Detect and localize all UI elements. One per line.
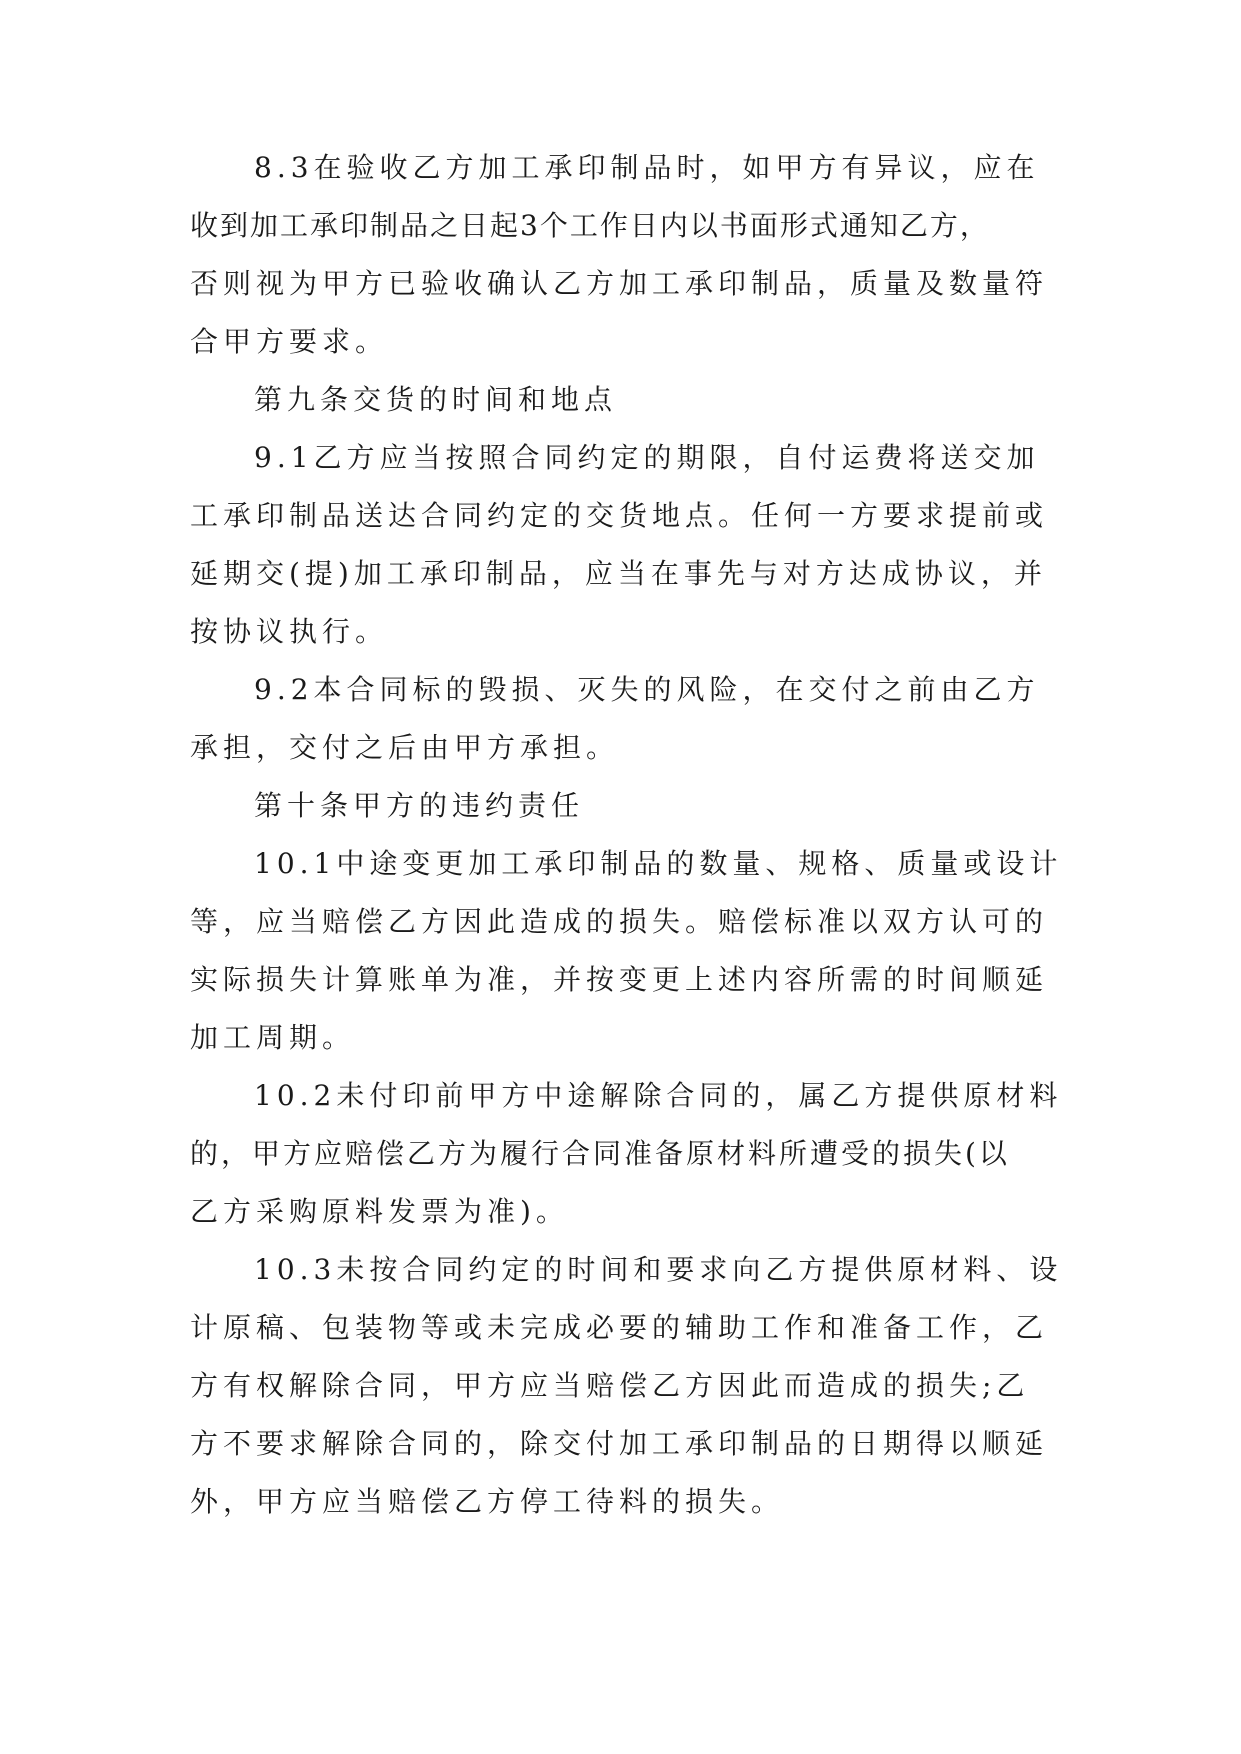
article-10-heading: 第十条甲方的违约责任 (254, 789, 585, 822)
clause-10-3-line-4: 方不要求解除合同的，除交付加工承印制品的日期得以顺延 (190, 1427, 1049, 1460)
clause-10-2-line-3: 乙方采购原料发票为准)。 (190, 1195, 569, 1228)
clause-8-3-line-1: 8.3在验收乙方加工承印制品时，如甲方有异议，应在 (254, 151, 1040, 184)
clause-9-1-line-3: 延期交(提)加工承印制品，应当在事先与对方达成协议，并 (190, 557, 1047, 590)
clause-9-2-line-2: 承担，交付之后由甲方承担。 (190, 731, 620, 764)
clause-9-2-line-1: 9.2本合同标的毁损、灭失的风险，在交付之前由乙方 (254, 673, 1040, 706)
clause-9-1-line-1: 9.1乙方应当按照合同约定的期限，自付运费将送交加 (254, 441, 1040, 474)
clause-10-2-line-2: 的，甲方应赔偿乙方为履行合同准备原材料所遭受的损失(以 (190, 1137, 1010, 1170)
clause-10-2-line-1: 10.2未付印前甲方中途解除合同的，属乙方提供原材料 (254, 1079, 1063, 1112)
article-9-heading: 第九条交货的时间和地点 (254, 383, 618, 416)
clause-9-1-line-4: 按协议执行。 (190, 615, 389, 648)
clause-8-3-line-3: 否则视为甲方已验收确认乙方加工承印制品，质量及数量符 (190, 267, 1049, 300)
clause-10-1-line-1: 10.1中途变更加工承印制品的数量、规格、质量或设计 (254, 847, 1063, 880)
clause-10-1-line-3: 实际损失计算账单为准，并按变更上述内容所需的时间顺延 (190, 963, 1049, 996)
clause-10-3-line-5: 外，甲方应当赔偿乙方停工待料的损失。 (190, 1485, 785, 1518)
clause-10-3-line-2: 计原稿、包装物等或未完成必要的辅助工作和准备工作，乙 (190, 1311, 1049, 1344)
clause-10-1-line-4: 加工周期。 (190, 1021, 356, 1054)
clause-9-1-line-2: 工承印制品送达合同约定的交货地点。任何一方要求提前或 (190, 499, 1049, 532)
clause-8-3-line-4: 合甲方要求。 (190, 325, 389, 358)
clause-10-3-line-1: 10.3未按合同约定的时间和要求向乙方提供原材料、设 (254, 1253, 1063, 1286)
clause-10-1-line-2: 等，应当赔偿乙方因此造成的损失。赔偿标准以双方认可的 (190, 905, 1049, 938)
clause-10-3-line-3: 方有权解除合同，甲方应当赔偿乙方因此而造成的损失;乙 (190, 1369, 1030, 1402)
clause-8-3-line-2: 收到加工承印制品之日起3个工作日内以书面形式通知乙方， (190, 209, 990, 242)
